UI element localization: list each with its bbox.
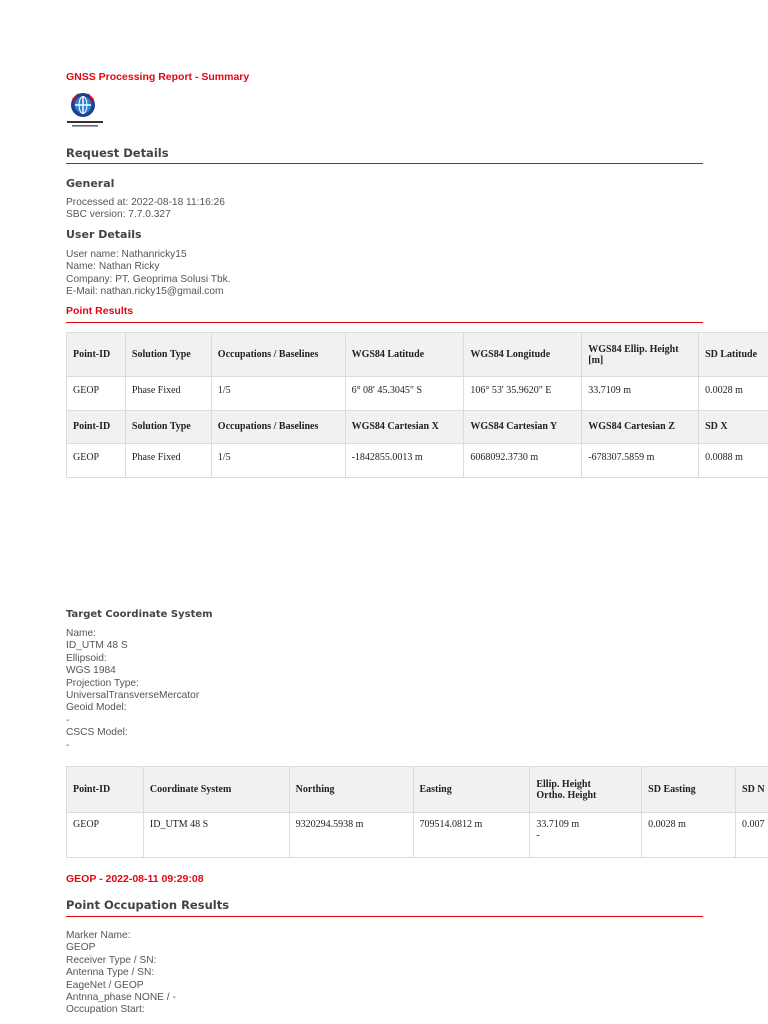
cell: 6° 08' 45.3045" S bbox=[345, 377, 464, 411]
section-divider bbox=[66, 322, 703, 323]
occupation-heading: Point Occupation Results bbox=[66, 898, 230, 912]
coordinate-table bbox=[66, 766, 768, 858]
cell: 0.007 bbox=[736, 813, 768, 858]
occ-line: Occupation Start: bbox=[66, 1004, 145, 1016]
col-sd-x: SD X bbox=[699, 410, 768, 444]
cell: GEOP bbox=[67, 813, 144, 858]
name: Name: Nathan Ricky bbox=[66, 261, 160, 273]
col-point-id: Point-ID bbox=[67, 767, 144, 813]
general-info bbox=[66, 197, 225, 222]
table-row bbox=[67, 444, 768, 478]
processed-at: Processed at: 2022-08-18 11:16:26 bbox=[66, 197, 225, 208]
table-header-row bbox=[67, 410, 768, 444]
user-details-heading: User Details bbox=[66, 228, 142, 241]
cell: 0.0028 m bbox=[699, 377, 768, 411]
cs-line: ID_UTM 48 S bbox=[66, 640, 128, 652]
col-latitude: WGS84 Latitude bbox=[345, 333, 464, 377]
col-cartesian-z: WGS84 Cartesian Z bbox=[582, 410, 699, 444]
occupation-title: GEOP - 2022-08-11 09:29:08 bbox=[66, 873, 204, 885]
target-cs-heading: Target Coordinate System bbox=[66, 609, 213, 620]
col-ellip-height: Ellip. Height bbox=[536, 778, 591, 790]
col-height bbox=[530, 767, 642, 813]
col-longitude: WGS84 Longitude bbox=[464, 333, 582, 377]
section-divider bbox=[66, 163, 703, 164]
table-header-row bbox=[67, 767, 768, 813]
ellip-height-value: 33.7109 m bbox=[536, 819, 580, 830]
cell: GEOP bbox=[67, 377, 126, 411]
cell: 709514.0812 m bbox=[413, 813, 530, 858]
cell: 0.0028 m bbox=[642, 813, 736, 858]
cell: Phase Fixed bbox=[125, 444, 211, 478]
request-details-heading: Request Details bbox=[66, 146, 169, 160]
col-sd-latitude: SD Latitude bbox=[699, 333, 768, 377]
section-divider bbox=[66, 916, 703, 917]
col-cartesian-x: WGS84 Cartesian X bbox=[345, 410, 464, 444]
table-header-row bbox=[67, 333, 768, 377]
col-coordinate-system: Coordinate System bbox=[143, 767, 289, 813]
point-results-heading: Point Results bbox=[66, 305, 134, 317]
col-sd-easting: SD Easting bbox=[642, 767, 736, 813]
occ-line: Antnna_phase NONE / - bbox=[66, 992, 176, 1004]
cs-line: Projection Type: bbox=[66, 677, 139, 689]
cell: -1842855.0013 m bbox=[345, 444, 464, 478]
cell: GEOP bbox=[67, 444, 126, 478]
cs-line: - bbox=[66, 739, 70, 751]
cell: 1/5 bbox=[211, 444, 345, 478]
cell: 0.0088 m bbox=[699, 444, 768, 478]
general-heading: General bbox=[66, 177, 115, 190]
col-ortho-height: Ortho. Height bbox=[536, 789, 597, 801]
cell: 33.7109 m bbox=[582, 377, 699, 411]
occupation-info bbox=[66, 930, 176, 1017]
cell: 106° 53' 35.9620" E bbox=[464, 377, 582, 411]
occ-line: EageNet / GEOP bbox=[66, 979, 144, 991]
cell bbox=[530, 813, 642, 858]
col-occupations: Occupations / Baselines bbox=[211, 410, 345, 444]
cs-line: CSCS Model: bbox=[66, 727, 128, 739]
col-northing: Northing bbox=[289, 767, 413, 813]
cs-line: Ellipsoid: bbox=[66, 652, 107, 664]
occ-line: Marker Name: bbox=[66, 930, 131, 941]
cell: ID_UTM 48 S bbox=[143, 813, 289, 858]
cs-line: UniversalTransverseMercator bbox=[66, 690, 200, 702]
occ-line: Receiver Type / SN: bbox=[66, 954, 157, 966]
ortho-height-value: - bbox=[536, 830, 540, 841]
user-name: User name: Nathanricky15 bbox=[66, 249, 187, 260]
target-cs-info bbox=[66, 628, 199, 752]
cell: 9320294.5938 m bbox=[289, 813, 413, 858]
agency-logo bbox=[66, 90, 104, 132]
report-title: GNSS Processing Report - Summary bbox=[66, 71, 250, 83]
cs-line: Geoid Model: bbox=[66, 702, 127, 714]
cs-line: WGS 1984 bbox=[66, 665, 116, 677]
col-sd-northing: SD N bbox=[736, 767, 768, 813]
sbc-version: SBC version: 7.7.0.327 bbox=[66, 209, 171, 221]
occ-line: GEOP bbox=[66, 942, 96, 954]
company: Company: PT. Geoprima Solusi Tbk. bbox=[66, 273, 231, 285]
table-row bbox=[67, 377, 768, 411]
col-ellip-height: WGS84 Ellip. Height [m] bbox=[582, 333, 699, 377]
user-info bbox=[66, 249, 231, 299]
occ-line: Antenna Type / SN: bbox=[66, 967, 155, 979]
table-row bbox=[67, 813, 768, 858]
col-solution-type: Solution Type bbox=[125, 410, 211, 444]
col-occupations: Occupations / Baselines bbox=[211, 333, 345, 377]
point-results-table bbox=[66, 332, 768, 478]
cs-line: - bbox=[66, 714, 70, 726]
col-solution-type: Solution Type bbox=[125, 333, 211, 377]
cs-line: Name: bbox=[66, 628, 97, 639]
cell: -678307.5859 m bbox=[582, 444, 699, 478]
col-easting: Easting bbox=[413, 767, 530, 813]
cell: 1/5 bbox=[211, 377, 345, 411]
col-point-id: Point-ID bbox=[67, 410, 126, 444]
col-point-id: Point-ID bbox=[67, 333, 126, 377]
col-cartesian-y: WGS84 Cartesian Y bbox=[464, 410, 582, 444]
cell: 6068092.3730 m bbox=[464, 444, 582, 478]
cell: Phase Fixed bbox=[125, 377, 211, 411]
email: E-Mail: nathan.ricky15@gmail.com bbox=[66, 286, 224, 298]
